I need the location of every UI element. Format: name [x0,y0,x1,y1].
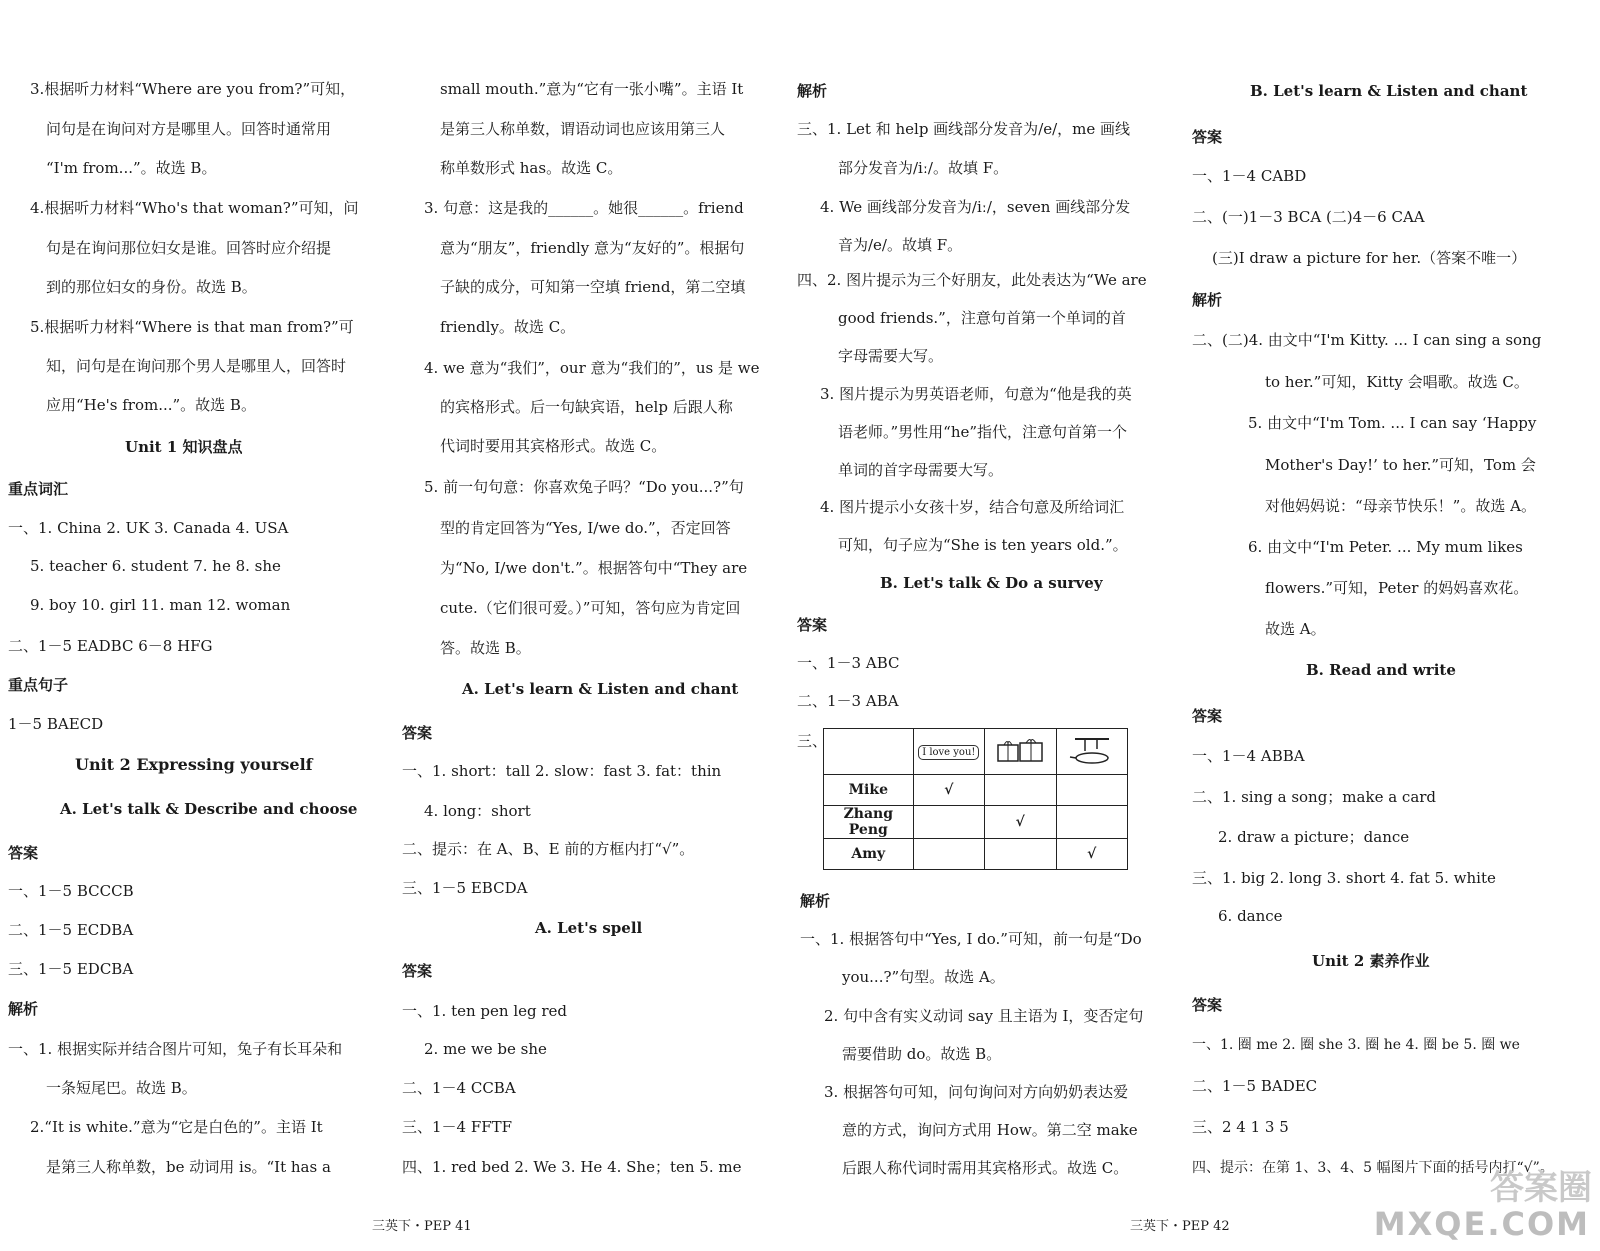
text-line: 二、1－3 ABA [797,692,899,710]
text-line: friendly。故选 C。 [440,318,576,336]
survey-check-cell [1056,775,1127,806]
text-line: 一、1－4 ABBA [1192,747,1305,765]
subsection-heading: 解析 [1192,291,1223,309]
text-line: 4. 图片提示小女孩十岁，结合句意及所给词汇 [820,498,1125,516]
text-line: 问句是在询问对方是哪里人。回答时通常用 [46,120,332,138]
text-line: 知，问句是在询问那个男人是哪里人，回答时 [46,357,347,375]
text-line: 到的那位妇女的身份。故选 B。 [46,278,257,296]
text-line: 音为/e/。故填 F。 [838,236,963,254]
text-line: 6. dance [1218,907,1283,925]
section-heading: A. Let's spell [535,919,643,937]
text-line: 意的方式，询问方式用 How。第二空 make [842,1121,1138,1139]
text-line: 5. teacher 6. student 7. he 8. she [30,557,281,575]
text-line: 6. 由文中“I'm Peter. ... My mum likes [1248,538,1523,556]
subsection-heading: 答案 [1192,128,1223,146]
text-line: 4. We 画线部分发音为/iː/，seven 画线部分发 [820,198,1131,216]
text-line: 一、1－3 ABC [797,654,900,672]
subsection-heading: 解析 [800,892,831,910]
text-line: 型的肯定回答为“Yes, I/we do.”，否定回答 [440,519,731,537]
text-line: 4.根据听力材料“Who's that woman?”可知，问 [30,199,359,217]
text-line: 应用“He's from...”。故选 B。 [46,396,256,414]
text-line: 二、提示：在 A、B、E 前的方框内打“√”。 [402,840,695,858]
section-heading: A. Let's learn & Listen and chant [462,680,739,698]
text-line: 一、1. China 2. UK 3. Canada 4. USA [8,519,289,537]
text-line: 代词时要用其宾格形式。故选 C。 [440,437,667,455]
text-line: 意为“朋友”，friendly 意为“友好的”。根据句 [440,239,745,257]
subsection-heading: 答案 [1192,707,1223,725]
text-line: 2. 句中含有实义动词 say 且主语为 I，变否定句 [824,1007,1144,1025]
text-line: 二、1. sing a song；make a card [1192,788,1437,806]
text-line: 子缺的成分，可知第一空填 friend，第二空填 [440,278,746,296]
text-line: 2. draw a picture；dance [1218,828,1410,846]
text-line: 一、1. 圈 me 2. 圈 she 3. 圈 he 4. 圈 be 5. 圈 we [1192,1037,1520,1053]
text-line: 称单数形式 has。故选 C。 [440,159,623,177]
love-card-icon: I love you! [918,745,979,760]
text-line: you...?”句型。故选 A。 [842,968,1005,986]
text-line: 四、2. 图片提示为三个好朋友，此处表达为“We are [797,271,1147,289]
page-footer-left: 三英下・PEP 41 [372,1219,472,1234]
text-line: 4. long：short [424,802,531,820]
text-line: 三、1－4 FFTF [402,1118,513,1136]
section-heading: B. Let's learn & Listen and chant [1250,82,1528,100]
text-line: 部分发音为/iː/。故填 F。 [838,159,1009,177]
text-line: 三、1－5 EBCDA [402,879,528,897]
survey-check-cell [913,839,984,870]
text-line: 四、提示：在第 1、3、4、5 幅图片下面的括号内打“√”。 [1192,1160,1554,1176]
gift-boxes-icon [994,735,1046,765]
header-blank-cell [824,729,914,775]
survey-check-cell: √ [985,806,1056,839]
text-line: 三、1. Let 和 help 画线部分发音为/e/，me 画线 [797,120,1131,138]
text-line: 二、1－5 EADBC 6－8 HFG [8,637,213,655]
text-line: 二、1－4 CCBA [402,1079,516,1097]
text-line: 5.根据听力材料“Where is that man from?”可 [30,318,354,336]
text-line: 三、 [797,732,828,750]
text-line: 1－5 BAECD [8,715,104,733]
text-line: 是第三人称单数，谓语动词也应该用第三人 [440,120,726,138]
survey-table [823,728,1128,870]
subsection-heading: 答案 [402,962,433,980]
survey-check-cell [985,839,1056,870]
text-line: 5. 前一句句意：你喜欢兔子吗？“Do you...?”句 [424,478,744,496]
text-line: small mouth.”意为“它有一张小嘴”。主语 It [440,80,744,98]
section-heading: B. Let's talk & Do a survey [880,574,1103,592]
text-line: 需要借助 do。故选 B。 [842,1045,1002,1063]
text-line: 句是在询问那位妇女是谁。回答时应介绍提 [46,239,332,257]
text-line: 答。故选 B。 [440,639,531,657]
text-line: 语老师。”男性用“he”指代，注意句首第一个 [838,423,1128,441]
text-line: 是第三人称单数，be 动词用 is。“It has a [46,1158,331,1176]
text-line: 单词的首字母需要大写。 [838,461,1004,479]
text-line: 二、1－5 ECDBA [8,921,134,939]
text-line: to her.”可知，Kitty 会唱歌。故选 C。 [1265,373,1529,391]
header-card-cell [913,729,984,775]
text-line: 3.根据听力材料“Where are you from?”可知， [30,80,356,98]
survey-check-cell [985,775,1056,806]
text-line: (三)I draw a picture for her.（答案不唯一） [1212,249,1527,267]
section-heading: Unit 2 素养作业 [1312,952,1430,970]
survey-check-cell: √ [1056,839,1127,870]
text-line: 3. 句意：这是我的______。她很______。friend [424,199,744,217]
text-line: 5. 由文中“I'm Tom. ... I can say ‘Happy [1248,414,1537,432]
watermark-logo: 答案圈 [1490,1168,1592,1208]
text-line: 4. we 意为“我们”，our 意为“我们的”，us 是 we [424,359,760,377]
text-line: 对他妈妈说：“母亲节快乐！”。故选 A。 [1265,497,1536,515]
text-line: 3. 根据答句可知，问句询问对方向奶奶表达爱 [824,1083,1129,1101]
text-line: 后跟人称代词时需用其宾格形式。故选 C。 [842,1159,1129,1177]
text-line: 2.“It is white.”意为“它是白色的”。主语 It [30,1118,323,1136]
subsection-heading: 答案 [8,844,39,862]
section-heading: B. Read and write [1306,661,1456,679]
text-line: flowers.”可知，Peter 的妈妈喜欢花。 [1265,579,1529,597]
text-line: 3. 图片提示为男英语老师，句意为“他是我的英 [820,385,1132,403]
subsection-heading: 解析 [8,1000,39,1018]
text-line: 一、1－4 CABD [1192,167,1307,185]
text-line: 为“No, I/we don't.”。根据答句中“They are [440,559,748,577]
text-line: “I'm from...”。故选 B。 [46,159,217,177]
text-line: 二、(一)1－3 BCA (二)4－6 CAA [1192,208,1425,226]
subsection-heading: 解析 [797,82,828,100]
survey-name-cell: Amy [824,839,914,870]
text-line: 一、1. ten pen leg red [402,1002,568,1020]
subsection-heading: 答案 [797,616,828,634]
header-gift-cell [985,729,1056,775]
cooking-icon [1067,733,1117,767]
text-line: cute.（它们很可爱。）”可知，答句应为肯定回 [440,599,741,617]
text-line: 一、1. short：tall 2. slow：fast 3. fat：thin [402,762,722,780]
text-line: 四、1. red bed 2. We 3. He 4. She；ten 5. me [402,1158,742,1176]
text-line: 字母需要大写。 [838,347,944,365]
survey-name-cell: Zhang Peng [824,806,914,839]
subsection-heading: 答案 [402,724,433,742]
section-heading: Unit 2 Expressing yourself [75,755,313,774]
survey-check-cell [913,806,984,839]
text-line: 二、(二)4. 由文中“I'm Kitty. ... I can sing a song [1192,331,1542,349]
text-line: 一条短尾巴。故选 B。 [46,1079,197,1097]
subsection-heading: 重点句子 [8,676,69,694]
text-line: 可知，句子应为“She is ten years old.”。 [838,536,1128,554]
text-line: 一、1－5 BCCCB [8,882,134,900]
page-footer-right: 三英下・PEP 42 [1130,1219,1230,1234]
text-line: 一、1. 根据答句中“Yes, I do.”可知，前一句是“Do [800,930,1142,948]
survey-check-cell: √ [913,775,984,806]
text-line: 一、1. 根据实际并结合图片可知，兔子有长耳朵和 [8,1040,343,1058]
survey-name-cell: Mike [824,775,914,806]
text-line: Mother's Day!’ to her.”可知，Tom 会 [1265,456,1536,474]
header-cooking-cell [1056,729,1127,775]
text-line: 2. me we be she [424,1040,547,1058]
text-line: 的宾格形式。后一句缺宾语，help 后跟人称 [440,398,733,416]
text-line: 二、1－5 BADEC [1192,1077,1318,1095]
subsection-heading: 重点词汇 [8,480,69,498]
survey-check-cell [1056,806,1127,839]
section-heading: A. Let's talk & Describe and choose [60,800,358,818]
text-line: 故选 A。 [1265,620,1326,638]
text-line: good friends.”，注意句首第一个单词的首 [838,309,1126,327]
text-line: 三、1. big 2. long 3. short 4. fat 5. white [1192,869,1496,887]
text-line: 三、1－5 EDCBA [8,960,134,978]
text-line: 9. boy 10. girl 11. man 12. woman [30,596,291,614]
watermark-url: MXQE.COM [1373,1205,1590,1243]
subsection-heading: 答案 [1192,996,1223,1014]
section-heading: Unit 1 知识盘点 [125,438,243,456]
text-line: 三、2 4 1 3 5 [1192,1118,1289,1136]
